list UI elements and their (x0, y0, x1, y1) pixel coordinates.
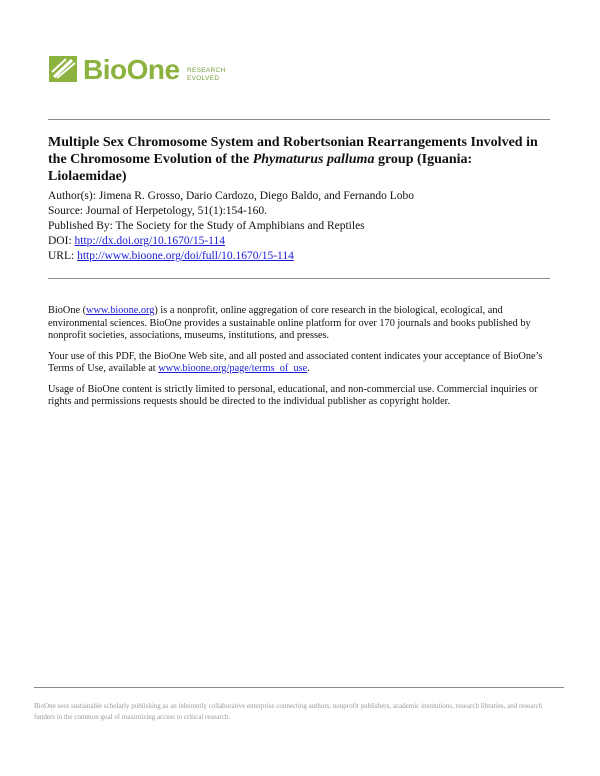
publisher-line: Published By: The Society for the Study of Amphibians and Reptiles (48, 220, 365, 232)
logo-wordmark: BioOne (83, 54, 180, 85)
article-title: Multiple Sex Chromosome System and Robertsonian Rearrangements Involved in the Chromosome Evolution of the Phymaturus palluma group (Iguania: Liolaemidae) (48, 135, 538, 184)
doi-link[interactable]: http://dx.doi.org/10.1670/15-114 (74, 235, 225, 247)
metadata-divider (48, 278, 550, 279)
usage-paragraph: Usage of BioOne content is strictly limited to personal, educational, and non-commercial use. Commercial inquiries or rights and permissions requests should be directed to the individual publisher as copyright holder. (48, 383, 538, 407)
footer-text: BioOne sees sustainable scholarly publishing as an inherently collaborative enterprise connecting authors, nonprofit publishers, academic institutions, research libraries, and research funders in the common goal of maximizing access to critical research. (34, 702, 543, 721)
article-url-link[interactable]: http://www.bioone.org/doi/full/10.1670/15-114 (77, 250, 294, 262)
notice-text (48, 305, 553, 417)
bioone-home-link[interactable]: www.bioone.org (86, 305, 155, 316)
url-line: URL: http://www.bioone.org/doi/full/10.1670/15-114 (48, 250, 294, 262)
article-metadata (48, 189, 548, 264)
footer-divider (34, 687, 564, 688)
species-name: Phymaturus palluma (252, 152, 375, 167)
bioone-logo[interactable] (48, 53, 226, 93)
about-paragraph: BioOne (www.bioone.org) is a nonprofit, online aggregation of core research in the biological, ecological, and environmental sciences. BioOne provides a sustainable online platform for over 170 journals and books published by nonprofit societies, associations, museums, institutions, and presses. (48, 305, 531, 341)
header-divider (48, 119, 550, 120)
doi-line: DOI: http://dx.doi.org/10.1670/15-114 (48, 235, 225, 247)
terms-of-use-link[interactable]: www.bioone.org/page/terms_of_use (158, 363, 308, 374)
terms-paragraph: Your use of this PDF, the BioOne Web site, and all posted and associated content indicates your acceptance of BioOne’s Terms of Use, available at www.bioone.org/page/terms_of_use. (48, 350, 543, 374)
bioone-leaf-icon (48, 53, 80, 85)
logo-tagline: RESEARCH EVOLVED (187, 67, 226, 82)
authors-line: Author(s): Jimena R. Grosso, Dario Cardozo, Diego Baldo, and Fernando Lobo (48, 190, 415, 202)
source-line: Source: Journal of Herpetology, 51(1):154-160. (48, 205, 267, 217)
